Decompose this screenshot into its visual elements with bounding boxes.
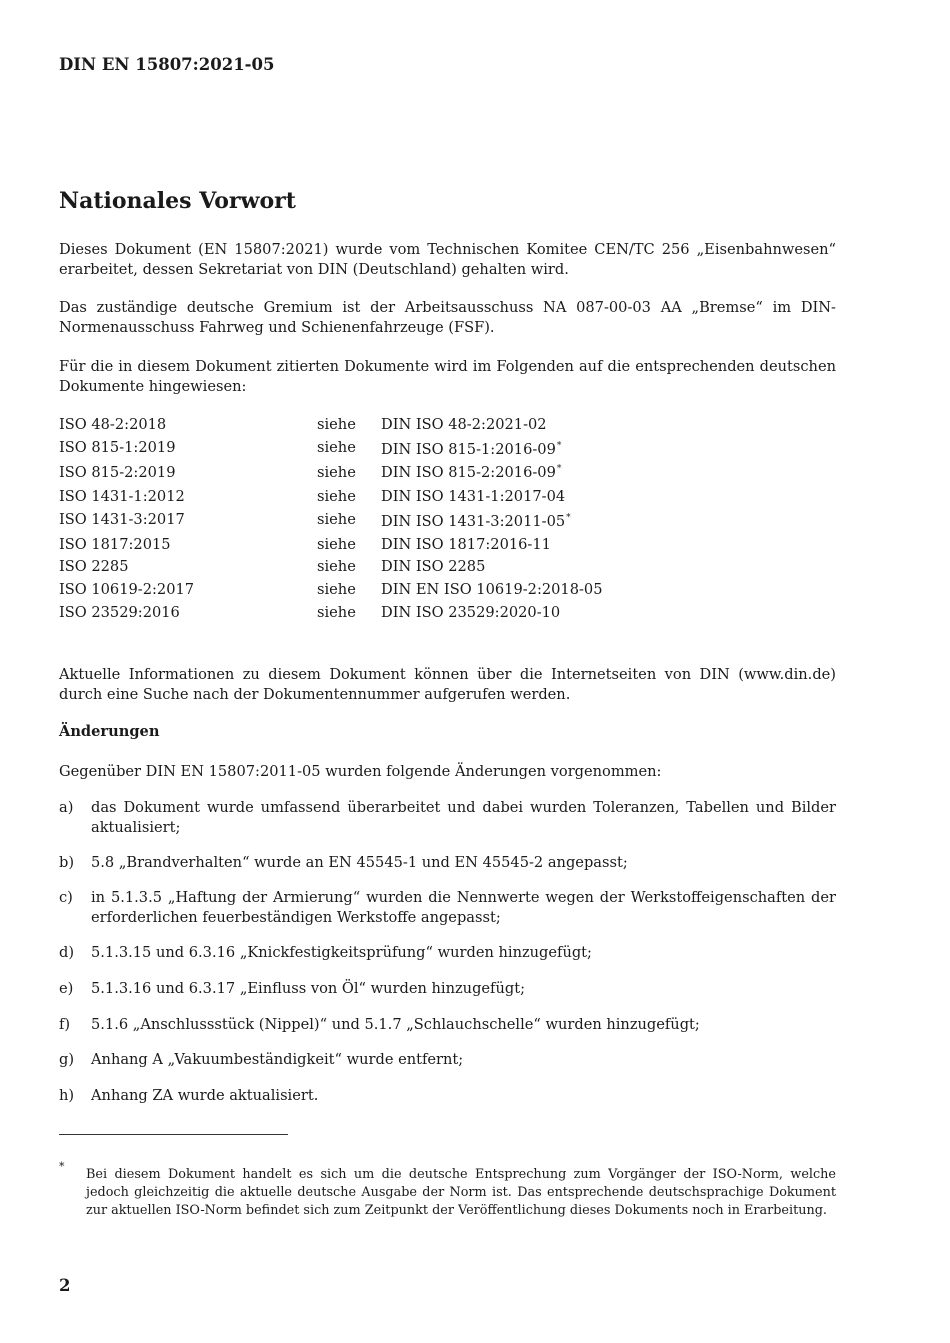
changes-intro: Gegenüber DIN EN 15807:2011-05 wurden folgende Änderungen vorgenommen: (59, 763, 662, 780)
reference-iso: ISO 1817:2015 (59, 536, 171, 553)
list-item-text: 5.8 „Brandverhalten“ wurde an EN 45545-1 und EN 45545-2 angepasst; (91, 854, 628, 871)
footnote-mark: * (59, 1160, 65, 1173)
list-item-letter: c) (59, 889, 73, 906)
reference-din-text: DIN ISO 2285 (381, 558, 486, 575)
reference-iso: ISO 48-2:2018 (59, 416, 167, 433)
list-item (59, 1015, 836, 1035)
section-title: Nationales Vorwort (59, 188, 296, 214)
reference-row (59, 416, 836, 438)
reference-see: siehe (317, 558, 356, 575)
reference-din (381, 581, 603, 598)
list-item-text: 5.1.6 „Anschlussstück (Nippel)“ und 5.1.7 „Schlauchschelle“ wurden hinzugefügt; (91, 1016, 700, 1033)
list-item-text: in 5.1.3.5 „Haftung der Armierung“ wurden die Nennwerte wegen der Werkstoffeigenschaften der erforderlichen feuerbeständigen Werkstoffe angepasst; (91, 889, 836, 926)
footnote-separator (59, 1134, 288, 1135)
reference-din (381, 558, 485, 575)
reference-row (59, 488, 836, 510)
list-item (59, 979, 836, 999)
footnote-text: Bei diesem Dokument handelt es sich um die deutsche Entsprechung zum Vorgänger der ISO-Norm, welche jedoch gleichzeitig die aktuelle deutsche Ausgabe der Norm ist. Das entsprechende deutschsprachige Dokument zur aktuellen ISO-Norm befindet sich zum Zeitpunkt der Veröffentlichung dieses Dokuments noch in Erarbeitung. (86, 1167, 836, 1218)
reference-row (59, 439, 836, 461)
list-item-text: 5.1.3.15 und 6.3.16 „Knickfestigkeitsprüfung“ wurden hinzugefügt; (91, 944, 592, 961)
reference-see: siehe (317, 416, 356, 433)
reference-din (381, 488, 565, 505)
reference-iso: ISO 2285 (59, 558, 129, 575)
list-item (59, 853, 836, 873)
reference-iso: ISO 1431-3:2017 (59, 511, 185, 528)
list-item (59, 888, 836, 927)
list-item-letter: d) (59, 944, 75, 961)
reference-din-text: DIN ISO 815-2:2016-09 (381, 464, 556, 481)
reference-row (59, 558, 836, 580)
reference-see: siehe (317, 464, 356, 481)
footnote-reference-mark: * (566, 513, 571, 523)
reference-din (381, 604, 560, 621)
reference-see: siehe (317, 581, 356, 598)
list-item-text: 5.1.3.16 und 6.3.17 „Einfluss von Öl“ wurden hinzugefügt; (91, 980, 525, 997)
reference-din (381, 441, 561, 458)
reference-row (59, 604, 836, 626)
reference-din-text: DIN ISO 1431-3:2011-05 (381, 513, 566, 530)
reference-iso: ISO 1431-1:2012 (59, 488, 185, 505)
reference-row (59, 464, 836, 486)
list-item-letter: h) (59, 1087, 75, 1104)
list-item-text: das Dokument wurde umfassend überarbeitet und dabei wurden Toleranzen, Tabellen und Bilder aktualisiert; (91, 799, 836, 836)
reference-iso: ISO 10619-2:2017 (59, 581, 195, 598)
list-item-letter: f) (59, 1016, 71, 1033)
reference-din (381, 513, 571, 530)
reference-row (59, 536, 836, 558)
paragraph-responsible-body: Das zuständige deutsche Gremium ist der Arbeitsausschuss NA 087-00-03 AA „Bremse“ im DIN-Normenausschuss Fahrweg und Schienenfahrzeuge (FSF). (59, 299, 836, 336)
changes-heading: Änderungen (59, 723, 160, 740)
reference-see: siehe (317, 536, 356, 553)
reference-see: siehe (317, 488, 356, 505)
paragraph-references-intro: Für die in diesem Dokument zitierten Dokumente wird im Folgenden auf die entsprechenden deutschen Dokumente hingewiesen: (59, 358, 836, 395)
reference-din-text: DIN ISO 1431-1:2017-04 (381, 488, 566, 505)
paragraph-current-info: Aktuelle Informationen zu diesem Dokument können über die Internetseiten von DIN (www.din.de) durch eine Suche nach der Dokumentennummer aufgerufen werden. (59, 666, 836, 703)
reference-see: siehe (317, 604, 356, 621)
reference-din-text: DIN ISO 23529:2020-10 (381, 604, 561, 621)
reference-row (59, 511, 836, 533)
list-item-letter: g) (59, 1051, 75, 1068)
reference-din-text: DIN ISO 815-1:2016-09 (381, 441, 556, 458)
reference-din (381, 536, 551, 553)
list-item-letter: a) (59, 799, 74, 816)
footnote-reference-mark: * (556, 464, 562, 474)
reference-row (59, 581, 836, 603)
reference-iso: ISO 815-1:2019 (59, 439, 176, 456)
paragraph-committee: Dieses Dokument (EN 15807:2021) wurde vom Technischen Komitee CEN/TC 256 „Eisenbahnwesen“ erarbeitet, dessen Sekretariat von DIN (Deutschland) gehalten wird. (59, 241, 836, 278)
reference-din-text: DIN EN ISO 10619-2:2018-05 (381, 581, 603, 598)
reference-din (381, 416, 547, 433)
reference-iso: ISO 815-2:2019 (59, 464, 176, 481)
reference-din (381, 464, 561, 481)
list-item-letter: b) (59, 854, 75, 871)
list-item-text: Anhang A „Vakuumbeständigkeit“ wurde entfernt; (91, 1051, 464, 1068)
document-id: DIN EN 15807:2021-05 (59, 55, 275, 74)
list-item (59, 943, 836, 963)
reference-din-text: DIN ISO 48-2:2021-02 (381, 416, 547, 433)
list-item-letter: e) (59, 980, 74, 997)
list-item (59, 1050, 836, 1070)
reference-din-text: DIN ISO 1817:2016-11 (381, 536, 551, 553)
list-item (59, 1086, 836, 1106)
reference-see: siehe (317, 511, 356, 528)
list-item-text: Anhang ZA wurde aktualisiert. (91, 1087, 319, 1104)
list-item (59, 798, 836, 837)
footnote-reference-mark: * (556, 441, 562, 451)
reference-see: siehe (317, 439, 356, 456)
page-number: 2 (59, 1276, 71, 1295)
reference-iso: ISO 23529:2016 (59, 604, 180, 621)
